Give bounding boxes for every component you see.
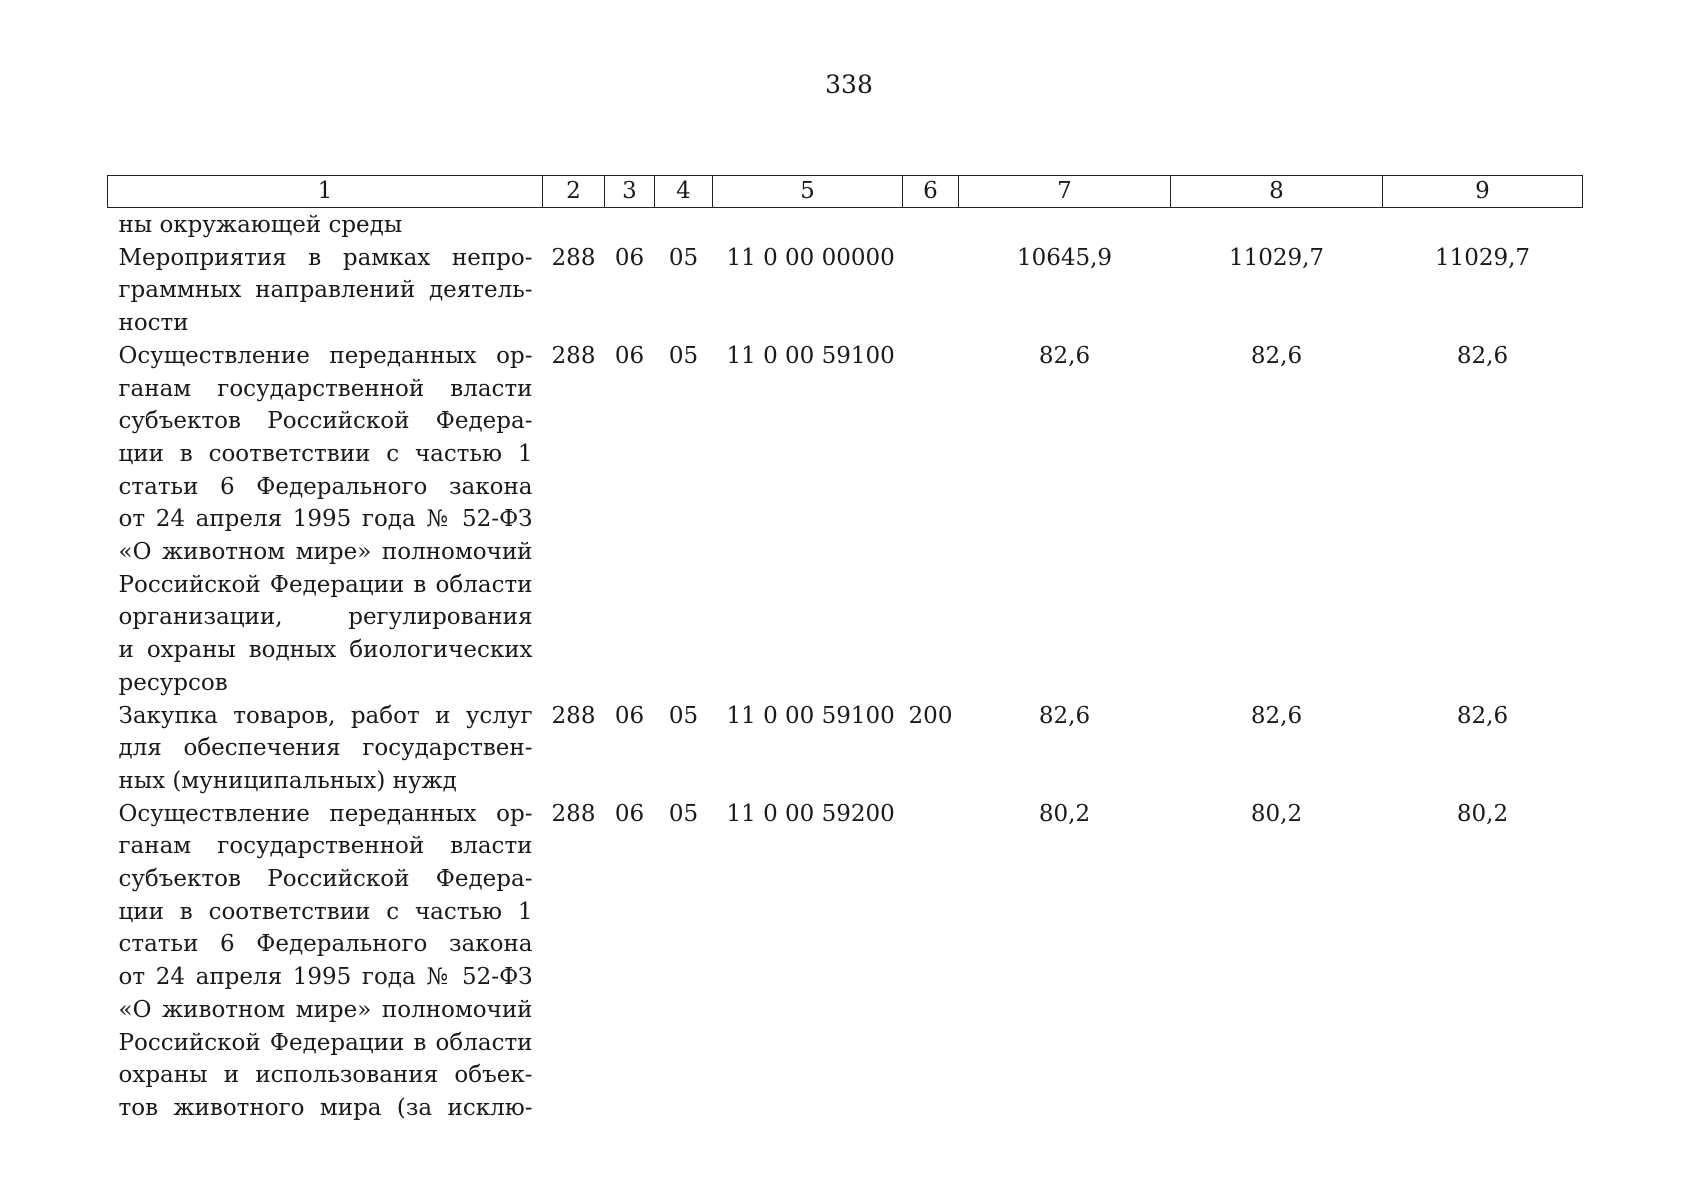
description-line: ганам государственной власти <box>118 375 533 402</box>
description-line: и охраны водных биологических <box>118 637 533 664</box>
cell-amount-year3 <box>1383 208 1583 242</box>
description-line: охраны и использования объек- <box>118 1062 533 1089</box>
header-row <box>108 176 1583 208</box>
row-description <box>108 242 543 340</box>
description-line: статьи 6 Федерального закона <box>118 931 533 958</box>
description-line: организации, регулирования <box>118 604 533 631</box>
description-line: Российской Федерации в области <box>118 1029 533 1056</box>
cell-subsection: 05 <box>668 342 699 369</box>
header-cell-6: 6 <box>903 176 959 208</box>
cell-chapter: 288 <box>551 702 596 729</box>
cell-amount-year3: 82,6 <box>1456 342 1509 369</box>
description-line: Российской Федерации в области <box>118 571 533 598</box>
cell-expense-type <box>903 340 959 700</box>
page-number: 338 <box>825 70 873 99</box>
cell-section: 06 <box>614 800 645 827</box>
description-line: ных (муниципальных) нужд <box>118 767 457 794</box>
table-row <box>108 798 1583 1125</box>
description-line: ганам государственной власти <box>118 833 533 860</box>
cell-section: 06 <box>614 244 645 271</box>
cell-subsection: 05 <box>668 800 699 827</box>
header-cell-3: 3 <box>605 176 655 208</box>
description-line: Осуществление переданных ор- <box>118 342 533 369</box>
cell-expense-type <box>903 208 959 242</box>
cell-amount-year2: 80,2 <box>1250 800 1303 827</box>
description-line: ны окружающей среды <box>118 212 403 238</box>
description-line: тов животного мира (за исклю- <box>118 1094 533 1121</box>
table-row <box>108 242 1583 340</box>
cell-section: 06 <box>614 702 645 729</box>
table-row <box>108 700 1583 798</box>
cell-chapter: 288 <box>551 342 596 369</box>
cell-subsection: 05 <box>668 244 699 271</box>
cell-subsection: 05 <box>668 702 699 729</box>
header-cell-5: 5 <box>713 176 903 208</box>
header-cell-9: 9 <box>1383 176 1583 208</box>
row-description <box>108 208 543 242</box>
description-line: субъектов Российской Федера- <box>118 408 533 435</box>
row-description <box>108 700 543 798</box>
cell-chapter <box>543 208 605 242</box>
cell-amount-year1: 82,6 <box>1038 342 1091 369</box>
cell-target-article: 11 0 00 00000 <box>726 244 895 271</box>
header-cell-1: 1 <box>108 176 543 208</box>
header-cell-4: 4 <box>655 176 713 208</box>
cell-target-article: 11 0 00 59200 <box>726 800 895 827</box>
cell-expense-type: 200 <box>908 702 953 729</box>
row-description <box>108 340 543 700</box>
header-cell-2: 2 <box>543 176 605 208</box>
description-line: «О животном мире» полномочий <box>118 539 533 566</box>
cell-chapter: 288 <box>551 800 596 827</box>
description-line: от 24 апреля 1995 года № 52-ФЗ <box>118 506 533 533</box>
cell-amount-year1: 80,2 <box>1038 800 1091 827</box>
cell-amount-year3: 80,2 <box>1456 800 1509 827</box>
cell-amount-year2 <box>1171 208 1383 242</box>
description-line: Мероприятия в рамках непро- <box>118 244 533 271</box>
cell-target-article: 11 0 00 59100 <box>726 702 895 729</box>
cell-amount-year1 <box>959 208 1171 242</box>
cell-expense-type <box>903 798 959 1125</box>
description-line: Закупка товаров, работ и услуг <box>118 702 533 729</box>
cell-amount-year2: 82,6 <box>1250 342 1303 369</box>
description-line: для обеспечения государствен- <box>118 735 533 762</box>
description-line: «О животном мире» полномочий <box>118 996 533 1023</box>
header-cell-7: 7 <box>959 176 1171 208</box>
cell-target-article: 11 0 00 59100 <box>726 342 895 369</box>
description-line: ности <box>118 310 189 337</box>
description-line: субъектов Российской Федера- <box>118 866 533 893</box>
cell-expense-type <box>903 242 959 340</box>
table-row <box>108 208 1583 242</box>
cell-amount-year1: 10645,9 <box>1016 244 1113 271</box>
cell-amount-year3: 11029,7 <box>1434 244 1531 271</box>
cell-amount-year2: 82,6 <box>1250 702 1303 729</box>
description-line: ции в соответствии с частью 1 <box>118 440 533 467</box>
description-line: от 24 апреля 1995 года № 52-ФЗ <box>118 964 533 991</box>
description-line: граммных направлений деятель- <box>118 277 533 304</box>
cell-section <box>605 208 655 242</box>
cell-target-article <box>713 208 903 242</box>
description-line: ции в соответствии с частью 1 <box>118 898 533 925</box>
cell-subsection <box>655 208 713 242</box>
cell-amount-year1: 82,6 <box>1038 702 1091 729</box>
budget-table <box>107 175 1583 1125</box>
cell-section: 06 <box>614 342 645 369</box>
cell-amount-year2: 11029,7 <box>1228 244 1325 271</box>
cell-chapter: 288 <box>551 244 596 271</box>
row-description <box>108 798 543 1125</box>
description-line: Осуществление переданных ор- <box>118 800 533 827</box>
table-row <box>108 340 1583 700</box>
cell-amount-year3: 82,6 <box>1456 702 1509 729</box>
description-line: ресурсов <box>118 669 228 696</box>
header-cell-8: 8 <box>1171 176 1383 208</box>
description-line: статьи 6 Федерального закона <box>118 473 533 500</box>
